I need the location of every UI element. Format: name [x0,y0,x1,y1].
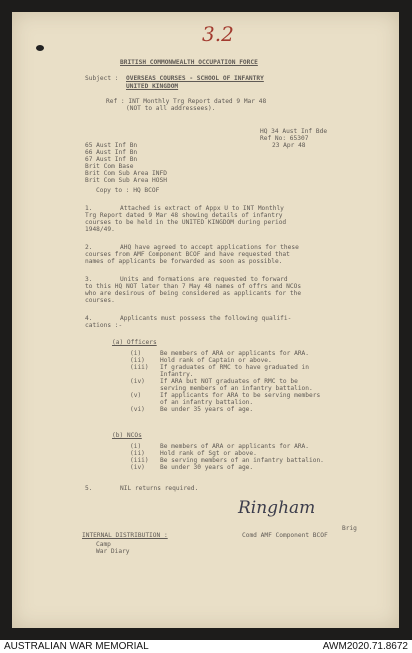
para-3-line: who are desirous of being considered as applicants for the [85,290,302,297]
qualification-number: (ii) [130,357,145,364]
qualification-number: (vi) [130,406,145,413]
qualification-text: serving members of an infantry battalion. [160,385,313,392]
para-number: 3. [85,276,93,283]
addressee: Brit Com Base [85,163,134,170]
qualification-text: of an infantry battalion. [160,399,254,406]
addressee: 66 Aust Inf Bn [85,149,138,156]
qualification-number: (iv) [130,464,145,471]
para-number: 1. [85,205,93,212]
para-4-line: Applicants must possess the following qualifi- [120,315,292,322]
qualification-text: Be under 30 years of age. [160,464,254,471]
signature: Ringham [238,498,316,518]
officers-heading: (a) Officers [112,339,157,346]
para-number: 5. [85,485,93,492]
ink-blot [36,45,44,51]
document-page [12,12,399,628]
footer-source: AUSTRALIAN WAR MEMORIAL [4,641,149,652]
para-2-line: AHQ have agreed to accept applications for these [120,244,299,251]
qualification-text: Be serving members of an infantry battalion. [160,457,324,464]
page-number-mark: 3.2 [202,22,234,46]
qualification-number: (iii) [130,457,149,464]
ref-line-1: Ref : INT Monthly Trg Report dated 9 Mar 48 [106,98,267,105]
hq-line-1: HQ 34 Aust Inf Bde [260,128,328,135]
para-4-line: cations :- [85,322,123,329]
qualification-text: Hold rank of Captain or above. [160,357,272,364]
para-number: 4. [85,315,93,322]
qualification-text: Hold rank of Sgt or above. [160,450,257,457]
hq-date: 23 Apr 48 [272,142,306,149]
addressee: 67 Aust Inf Bn [85,156,138,163]
qualification-text: If applicants for ARA to be serving members [160,392,321,399]
distribution-heading: INTERNAL DISTRIBUTION : [82,532,168,539]
qualification-number: (i) [130,350,142,357]
qualification-text: If ARA but NOT graduates of RMC to be [160,378,298,385]
para-2-line: names of applicants be forwarded as soon as possible. [85,258,283,265]
para-3-line: courses. [85,297,115,304]
subject-line-1: OVERSEAS COURSES - SCHOOL OF INFANTRY [126,75,264,82]
para-3-line: Units and formations are requested to forward [120,276,288,283]
qualification-text: Be members of ARA or applicants for ARA. [160,350,310,357]
qualification-number: (iii) [130,364,149,371]
qualification-number: (v) [130,392,142,399]
addressee: 65 Aust Inf Bn [85,142,138,149]
distribution-item: War Diary [96,548,130,555]
qualification-text: Infantry. [160,371,194,378]
para-1-line: Attached is extract of Appx U to INT Monthly [120,205,284,212]
distribution-item: Camp [96,541,111,548]
signature-rank: Brig [342,525,357,532]
copy-to: Copy to : HQ BCOF [96,187,160,194]
footer-accession: AWM2020.71.8672 [322,641,408,652]
addressee: Brit Com Sub Area INFD [85,170,167,177]
subject-line-2: UNITED KINGDOM [126,83,179,90]
signature-title: Comd AMF Component BCOF [242,532,328,539]
ncos-heading: (b) NCOs [112,432,142,439]
qualification-text: Be members of ARA or applicants for ARA. [160,443,310,450]
para-2-line: courses from AMF Component BCOF and have requested that [85,251,290,258]
qualification-number: (ii) [130,450,145,457]
qualification-number: (iv) [130,378,145,385]
qualification-text: Be under 35 years of age. [160,406,254,413]
qualification-text: If graduates of RMC to have graduated in [160,364,310,371]
para-5-line: NIL returns required. [120,485,199,492]
addressee: Brit Com Sub Area HOSH [85,177,167,184]
para-1-line: courses to be held in the UNITED KINGDOM during period [85,219,287,226]
subject-label: Subject : [85,75,119,82]
para-number: 2. [85,244,93,251]
para-3-line: to this HQ NOT later than 7 May 48 names of offrs and NCOs [85,283,302,290]
org-title: BRITISH COMMONWEALTH OCCUPATION FORCE [120,59,258,66]
qualification-number: (i) [130,443,142,450]
para-1-line: 1948/49. [85,226,115,233]
hq-line-2: Ref No: 65307 [260,135,309,142]
ref-line-2: (NOT to all addressees). [126,105,216,112]
para-1-line: Trg Report dated 9 Mar 48 showing details of infantry [85,212,283,219]
